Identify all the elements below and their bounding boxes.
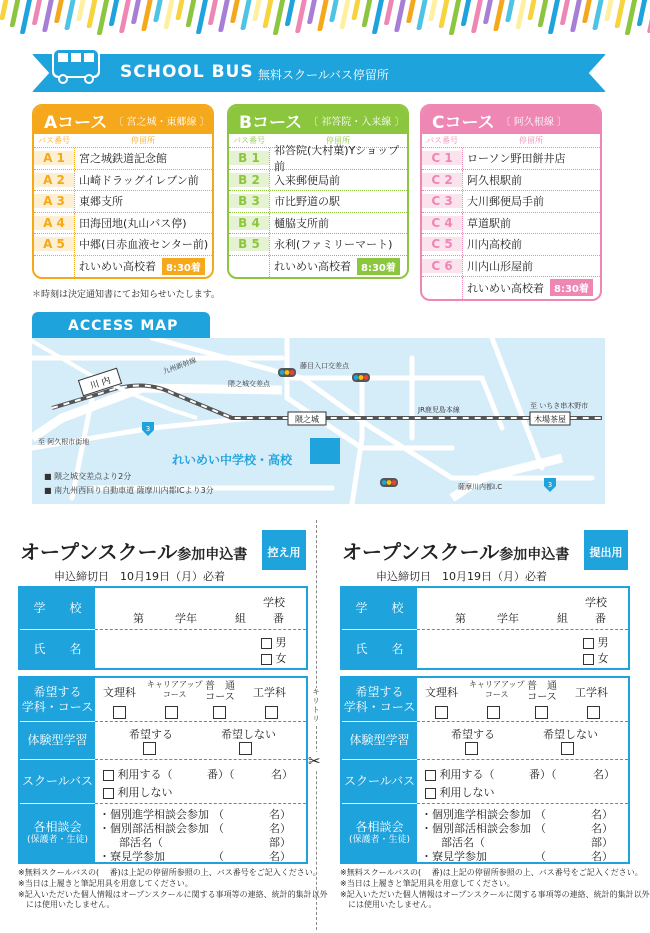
stripe: [97, 0, 111, 35]
form-block-options: [340, 676, 630, 864]
course-column-header: [34, 134, 212, 148]
access-map-title: ACCESS MAP: [32, 312, 210, 340]
bus-use-checkbox[interactable]: [425, 770, 436, 781]
stop-row: [34, 213, 212, 235]
school-field[interactable]: 第 学年 組 学校 番: [417, 588, 628, 630]
stripe: [295, 0, 308, 33]
stripe: [570, 0, 583, 32]
stripe: [461, 0, 473, 26]
stop-number: A 3: [34, 194, 74, 208]
stop-number: B 2: [229, 173, 269, 187]
final-row: [229, 256, 407, 278]
stop-row: [229, 213, 407, 235]
form-block-identity: [340, 586, 630, 670]
taiken-no-checkbox[interactable]: [561, 742, 574, 755]
map-legend-1: ■ 隈之城交差点より2分: [44, 472, 132, 481]
stripe: [537, 0, 549, 27]
stop-row: [229, 234, 407, 256]
course-card: [420, 104, 602, 301]
stripe: [449, 0, 463, 35]
stop-name: 東郷支所: [74, 191, 212, 212]
stripe: [505, 0, 516, 22]
bus-nouse-checkbox[interactable]: [103, 788, 114, 799]
stripe: [548, 0, 562, 34]
course-options: 文理科 キャリアアップ コース 普 通 コース 工学科: [417, 678, 628, 722]
map-label-akune: 至 阿久根市街地: [38, 438, 90, 446]
col-stop: 停留所: [519, 136, 543, 145]
bus-options: 利用する（ 番）（ 名） 利用しない: [95, 760, 306, 804]
stop-row: [422, 148, 600, 170]
stripe: [208, 0, 220, 25]
final-destination: れいめい高校着: [274, 260, 351, 274]
form-footnotes: ※無料スクールバスの( 番)は上記の停留所参照の上、バス番号をご記入ください。 ※当日は上履きと筆記用具を用意してください。 ※記入いただいた個人情報はオープンスクールに関する事項等の連絡、統計的集計以外 には使用いたしません。: [340, 868, 650, 910]
decorative-stripes: [0, 0, 650, 40]
stripe: [42, 0, 55, 32]
stripe: [317, 0, 330, 31]
map-label-ic: 薩摩川内都I.C: [458, 483, 503, 491]
stripe: [428, 0, 439, 21]
soudan-options: ・個別進学相談会参加 （ 名） ・個別部活相談会参加 （ 名） 部活名（ 部） ・寮見学参加 （ 名）: [421, 808, 613, 863]
course-route: 〔 阿久根線 〕: [500, 116, 567, 128]
form-tag: 提出用: [584, 530, 628, 570]
form-footnotes: ※無料スクールバスの( 番)は上記の停留所参照の上、バス番号をご記入ください。 ※当日は上履きと筆記用具を用意してください。 ※記入いただいた個人情報はオープンスクールに関する事項等の連絡、統計的集計以外 には使用いたしません。: [18, 868, 328, 910]
map-label-jr: JR鹿児島本線: [418, 406, 460, 414]
stripe: [307, 0, 318, 24]
form-deadline: 申込締切日 10月19日（月）必着: [376, 570, 547, 583]
stop-row: [34, 148, 212, 170]
stop-number: C 2: [422, 173, 462, 187]
stop-name: 草道駅前: [462, 213, 600, 234]
course-options: 文理科 キャリアアップ コース 普 通 コース 工学科: [95, 678, 306, 722]
course-header: [422, 106, 600, 134]
stop-number: B 4: [229, 216, 269, 230]
label-bus: スクールバス: [342, 760, 417, 804]
final-destination: れいめい高校着: [467, 281, 544, 295]
stop-name: 山崎ドラッグイレブン前: [74, 170, 212, 191]
stripe: [141, 0, 154, 31]
stripe: [416, 0, 429, 30]
stop-name: 中郷(日赤血液センター前): [74, 234, 212, 255]
stop-name: 田海団地(丸山バス停): [74, 213, 212, 234]
course-title: Cコース: [432, 112, 495, 133]
stop-row: [422, 191, 600, 213]
cut-label: キ リ ト リ: [309, 688, 323, 724]
stop-row: [34, 234, 212, 256]
map-route-3-right: 3: [547, 481, 553, 489]
map-label-school: れいめい中学校・高校: [172, 453, 293, 467]
course-card: [227, 104, 409, 279]
arrival-time: 8:30着: [357, 258, 400, 275]
school-field[interactable]: 第 学年 組 学校 番: [95, 588, 306, 630]
form-deadline: 申込締切日 10月19日（月）必着: [54, 570, 225, 583]
stop-row: [229, 191, 407, 213]
taiken-options: 希望する 希望しない: [95, 722, 306, 760]
final-row: [422, 277, 600, 299]
form-block-identity: [18, 586, 308, 670]
stripe: [240, 0, 253, 30]
stripe: [175, 0, 186, 20]
stop-row: [34, 191, 212, 213]
scissors-icon: ✂: [308, 752, 321, 770]
course-title: Aコース: [44, 112, 108, 133]
stripe: [273, 0, 287, 35]
stripe: [86, 0, 98, 28]
stop-number: B 5: [229, 237, 269, 251]
stop-row: [229, 144, 407, 174]
course-card: [32, 104, 214, 279]
stop-number: A 1: [34, 151, 74, 165]
col-stop: 停留所: [131, 136, 155, 145]
stop-number: C 3: [422, 194, 462, 208]
course-bunri-checkbox[interactable]: [435, 706, 448, 719]
form-title: オープンスクール参加申込書: [20, 540, 248, 564]
course-kogaku-checkbox[interactable]: [265, 706, 278, 719]
label-taiken: 体験型学習: [342, 722, 417, 760]
stop-number: C 1: [422, 151, 462, 165]
stop-row: [422, 170, 600, 192]
bus-nouse-checkbox[interactable]: [425, 788, 436, 799]
stop-name: 川内山形屋前: [462, 256, 600, 277]
arrival-time: 8:30着: [550, 279, 593, 296]
stripe: [339, 0, 351, 29]
col-bus-number: バス番号: [233, 136, 265, 145]
course-futsu-checkbox[interactable]: [535, 706, 548, 719]
taiken-no-checkbox[interactable]: [239, 742, 252, 755]
stop-number: A 2: [34, 173, 74, 187]
stop-name: 市比野道の駅: [269, 191, 407, 212]
taiken-yes-checkbox[interactable]: [465, 742, 478, 755]
map-label-tonoshiro-kosaten: 隈之城交差点: [228, 380, 270, 388]
map-river-sendai: 川 内: [89, 375, 113, 392]
label-course: 希望する 学科・コース: [20, 678, 95, 722]
stripe: [20, 0, 34, 34]
label-school: 学 校: [20, 588, 95, 630]
stripe: [361, 0, 373, 27]
name-field[interactable]: 男 女: [95, 630, 306, 668]
map-label-kyushu: 九州新幹線: [161, 356, 198, 376]
bus-icon: [48, 44, 104, 86]
stripe: [285, 0, 297, 26]
form-title: オープンスクール参加申込書: [342, 540, 570, 564]
course-kogaku-checkbox[interactable]: [587, 706, 600, 719]
stop-name: 永利(ファミリーマート): [269, 234, 407, 255]
label-soudan: 各相談会 (保護者・生徒): [342, 804, 417, 862]
course-column-header: [422, 134, 600, 148]
stripe: [582, 0, 593, 23]
course-futsu-checkbox[interactable]: [213, 706, 226, 719]
final-row: [34, 256, 212, 278]
stripe: [637, 0, 649, 26]
stripe: [119, 0, 132, 33]
stop-number: C 5: [422, 237, 462, 251]
label-course: 希望する 学科・コース: [342, 678, 417, 722]
map-legend-2: ■ 南九州西回り自動車道 薩摩川内都ICより3分: [44, 486, 214, 495]
course-career-checkbox[interactable]: [165, 706, 178, 719]
label-taiken: 体験型学習: [20, 722, 95, 760]
stripe: [438, 0, 450, 28]
stop-name: 阿久根駅前: [462, 170, 600, 191]
stripe: [54, 0, 65, 23]
stripe: [0, 0, 10, 20]
stop-number: B 3: [229, 194, 269, 208]
stop-number: B 1: [229, 151, 269, 165]
stripe: [560, 0, 572, 25]
stripe: [153, 0, 164, 22]
male-checkbox[interactable]: [261, 638, 272, 649]
soudan-options: ・個別進学相談会参加 （ 名） ・個別部活相談会参加 （ 名） 部活名（ 部） ・寮見学参加 （ 名）: [99, 808, 291, 863]
stripe: [9, 0, 21, 27]
stripe: [230, 0, 241, 23]
map-label-itsuki: 至 いちき串木野市: [530, 402, 589, 410]
stop-number: C 4: [422, 216, 462, 230]
map-station-kibasaki: 木場茶屋: [534, 415, 566, 424]
stripe: [196, 0, 210, 34]
map-label-fujime: 藤目入口交差点: [300, 362, 349, 370]
stripe: [614, 0, 626, 28]
form-tag: 控え用: [262, 530, 306, 570]
stop-row: [422, 256, 600, 278]
stripe: [32, 0, 44, 25]
col-bus-number: バス番号: [426, 136, 458, 145]
stop-name: 大川郵便局手前: [462, 191, 600, 212]
label-bus: スクールバス: [20, 760, 95, 804]
label-name: 氏 名: [342, 630, 417, 668]
stop-name: 宮之城鉄道記念館: [74, 148, 212, 169]
taiken-yes-checkbox[interactable]: [143, 742, 156, 755]
stop-number: C 6: [422, 259, 462, 273]
stripe: [406, 0, 417, 23]
label-name: 氏 名: [20, 630, 95, 668]
label-soudan: 各相談会 (保護者・生徒): [20, 804, 95, 862]
course-bunri-checkbox[interactable]: [113, 706, 126, 719]
course-route: 〔 祁答院・入来線 〕: [308, 116, 405, 128]
stripe: [372, 0, 386, 34]
stripe: [76, 0, 87, 21]
stop-name: 祁答院(大村菓)Yショップ前: [269, 148, 407, 169]
stop-row: [422, 213, 600, 235]
stop-name: 樋脇支所前: [269, 213, 407, 234]
stop-number: A 4: [34, 216, 74, 230]
name-field[interactable]: 男 女: [417, 630, 628, 668]
arrival-time: 8:30着: [162, 258, 205, 275]
course-header: [229, 106, 407, 134]
stripe: [515, 0, 527, 29]
stripe: [471, 0, 484, 33]
stripe: [493, 0, 506, 31]
stop-number: A 5: [34, 237, 74, 251]
time-note: ＊時刻は決定通知書にてお知らせいたします。: [32, 290, 221, 300]
stop-name: 入来郵便局前: [269, 170, 407, 191]
stripe: [483, 0, 494, 24]
course-title: Bコース: [239, 112, 303, 133]
stripe: [64, 0, 77, 30]
col-bus-number: バス番号: [38, 136, 70, 145]
stripe: [394, 0, 407, 32]
stripe: [252, 0, 263, 21]
form-block-options: [18, 676, 308, 864]
stop-row: [34, 170, 212, 192]
bus-options: 利用する（ 番）（ 名） 利用しない: [417, 760, 628, 804]
stripe: [329, 0, 340, 22]
stripe: [131, 0, 142, 24]
bus-subtitle: 無料スクールバス停留所: [258, 68, 389, 82]
course-career-checkbox[interactable]: [487, 706, 500, 719]
map-station-tonoshiro: 隈之城: [295, 415, 319, 424]
map-route-3-left: 3: [145, 425, 151, 433]
stop-row: [422, 234, 600, 256]
label-school: 学 校: [342, 588, 417, 630]
stripe: [625, 0, 639, 35]
stripe: [384, 0, 396, 25]
final-destination: れいめい高校着: [79, 260, 156, 274]
bus-use-checkbox[interactable]: [103, 770, 114, 781]
course-route: 〔 宮之城・東郷線 〕: [113, 116, 210, 128]
stripe: [592, 0, 605, 30]
stripe: [262, 0, 274, 28]
stripe: [351, 0, 362, 20]
stripe: [604, 0, 615, 21]
stop-name: 川内高校前: [462, 234, 600, 255]
access-map: [32, 338, 605, 504]
bus-title: SCHOOL BUS: [120, 62, 254, 82]
stripe: [218, 0, 231, 32]
stripe: [163, 0, 175, 29]
stripe: [109, 0, 121, 26]
female-checkbox[interactable]: [583, 654, 594, 665]
stripe: [527, 0, 538, 20]
female-checkbox[interactable]: [261, 654, 272, 665]
stripe: [185, 0, 197, 27]
male-checkbox[interactable]: [583, 638, 594, 649]
col-stop: 停留所: [326, 136, 350, 145]
stop-row: [229, 170, 407, 192]
taiken-options: 希望する 希望しない: [417, 722, 628, 760]
stop-name: ローソン野田餅井店: [462, 148, 600, 169]
course-header: [34, 106, 212, 134]
